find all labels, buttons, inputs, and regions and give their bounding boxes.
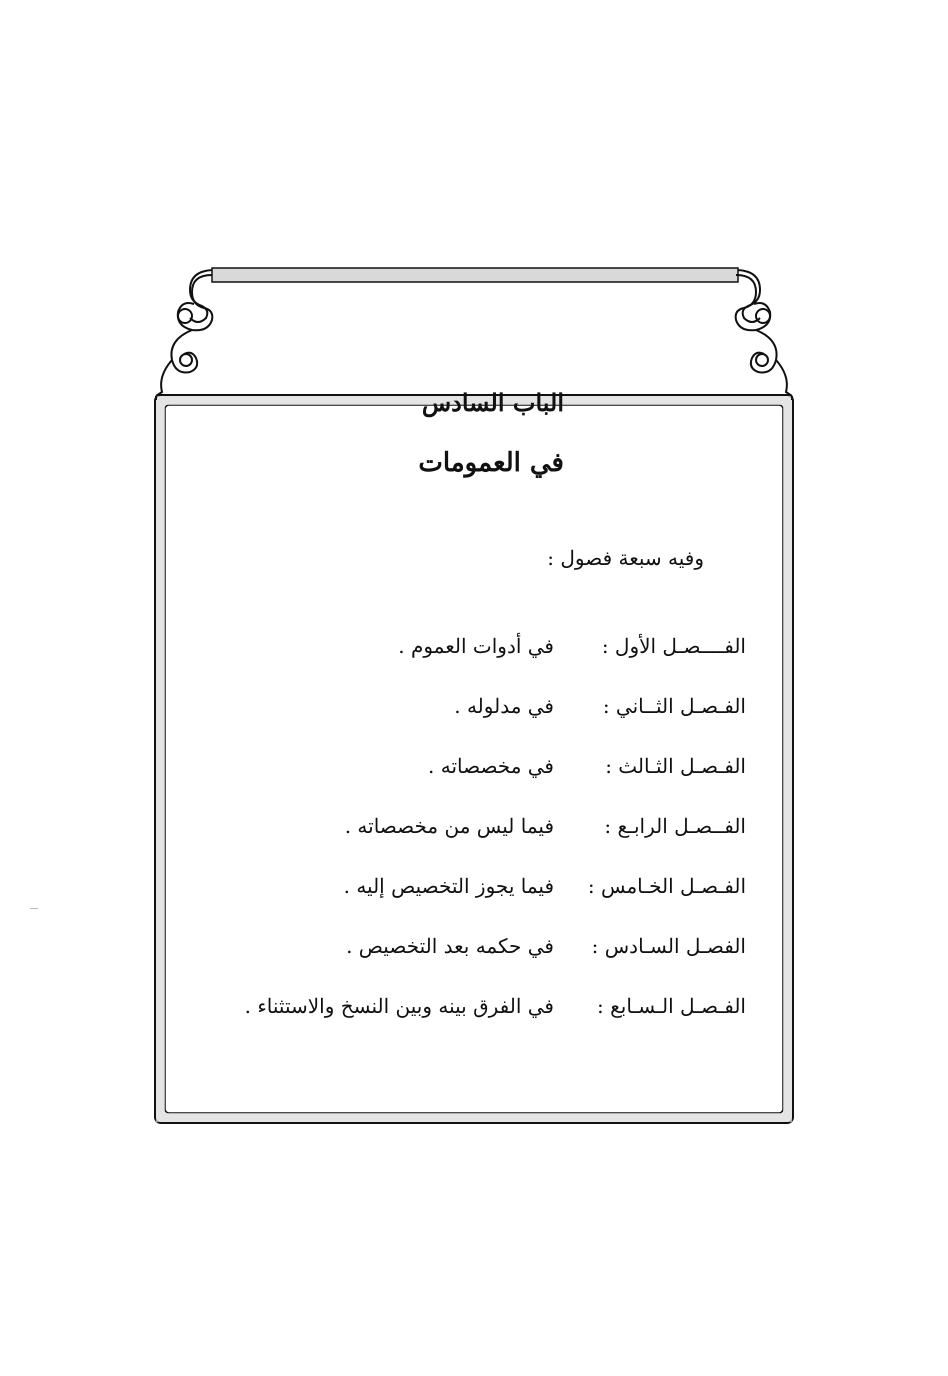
chapter-subtitle: في العمومات — [418, 448, 564, 478]
list-item — [245, 754, 746, 814]
right-scroll-ornament — [736, 275, 792, 396]
list-item — [245, 934, 746, 994]
list-item — [245, 634, 746, 694]
intro-text: وفيه سبعة فصول : — [547, 546, 704, 570]
chapter-description: في مخصصاته . — [428, 754, 554, 778]
chapter-description: فيما ليس من مخصصاته . — [344, 814, 554, 838]
chapter-label: الفصـل السـادس : — [591, 934, 746, 958]
list-item — [245, 694, 746, 754]
list-item — [245, 994, 746, 1054]
chapter-label: الفــــصـل الأول : — [601, 634, 746, 658]
chapter-label: الفـصـل الـسـابع : — [597, 994, 746, 1018]
list-item — [245, 874, 746, 934]
margin-mark — [30, 908, 38, 909]
page-content — [190, 380, 760, 1040]
chapter-description: في الفرق بينه وبين النسخ والاستثناء . — [244, 994, 554, 1018]
chapter-label: الفـصـل الخـامس : — [587, 874, 746, 898]
chapter-list — [245, 634, 746, 1054]
chapter-description: في حكمه بعد التخصيص . — [346, 934, 554, 958]
left-scroll-ornament — [156, 275, 212, 396]
chapter-label: الفـصـل الثـالث : — [605, 754, 746, 778]
chapter-label: الفــصـل الرابـع : — [604, 814, 746, 838]
chapter-description: في أدوات العموم . — [398, 634, 554, 658]
chapter-label: الفـصـل الثــاني : — [602, 694, 746, 718]
frame-top-band — [212, 268, 738, 282]
list-item — [245, 814, 746, 874]
chapter-description: في مدلوله . — [454, 694, 554, 718]
chapter-description: فيما يجوز التخصيص إليه . — [343, 874, 554, 898]
chapter-title: الباب السادس — [421, 388, 564, 417]
